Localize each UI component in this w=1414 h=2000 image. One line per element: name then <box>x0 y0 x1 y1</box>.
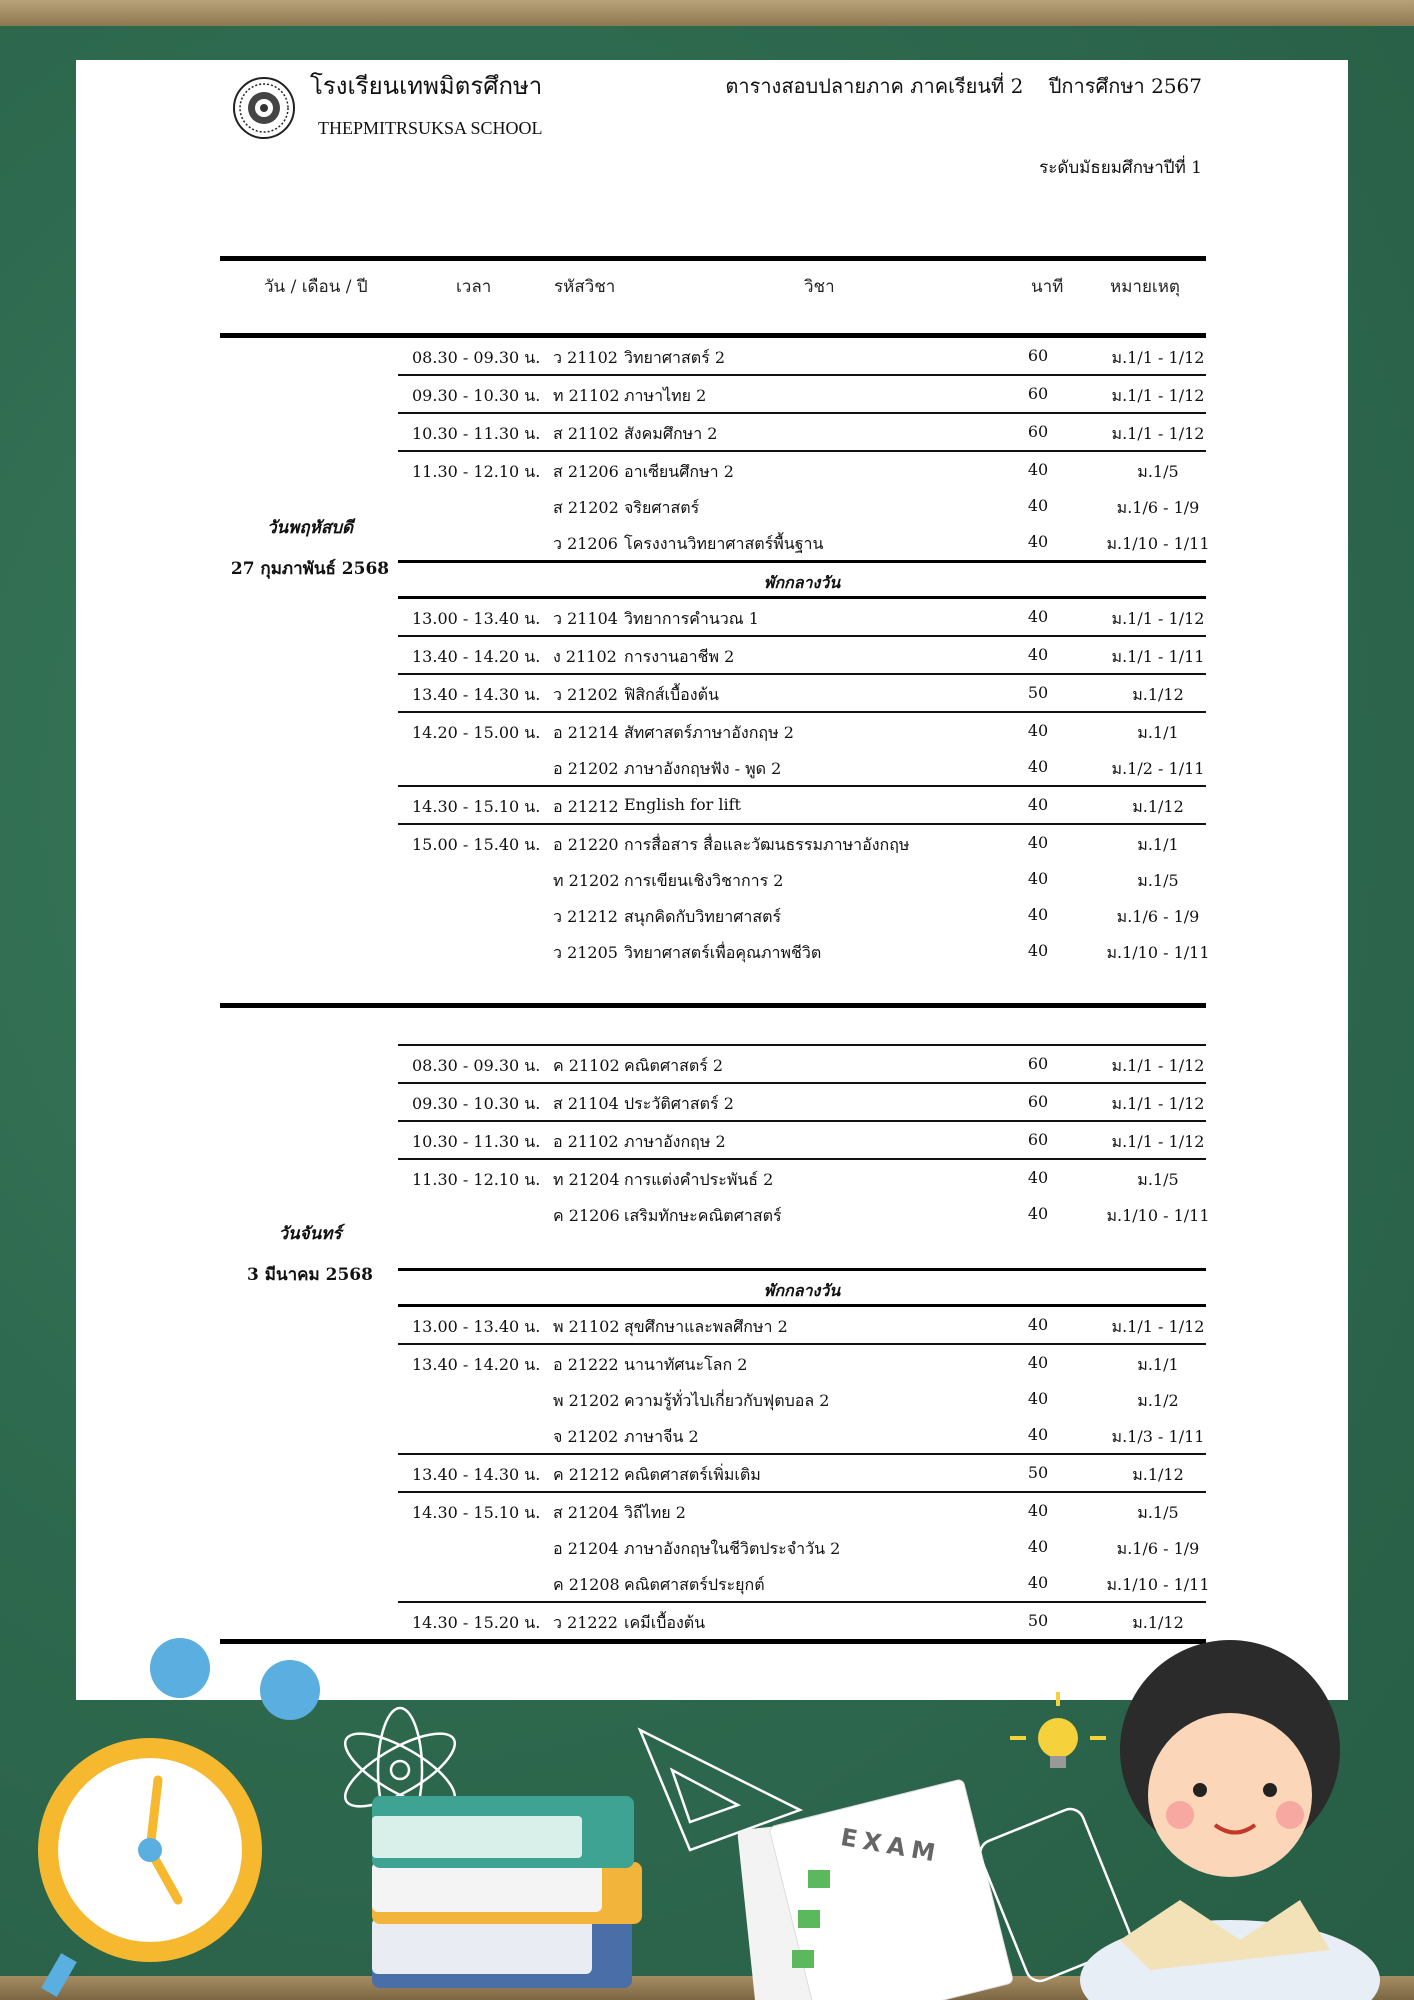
student-boy-icon <box>1080 1640 1380 2000</box>
exam-sheet-label: EXAM <box>838 1823 944 1869</box>
exam-time: 09.30 - 10.30 น. <box>412 386 541 405</box>
table-row <box>398 1381 1206 1417</box>
subject-name: คณิตศาสตร์เพิ่มเติม <box>624 1465 761 1484</box>
books-icon <box>372 1796 642 1988</box>
subject-name: การเขียนเชิงวิชาการ 2 <box>624 871 784 890</box>
duration-minutes: 40 <box>1027 833 1049 852</box>
table-row <box>398 374 1206 412</box>
subject-name: เสริมทักษะคณิตศาสตร์ <box>624 1206 782 1225</box>
duration-minutes: 40 <box>1027 1353 1049 1372</box>
class-note: ม.1/10 - 1/11 <box>1106 1575 1210 1594</box>
subject-code: ว 21222 <box>553 1613 618 1632</box>
exam-time: 11.30 - 12.10 น. <box>412 462 541 481</box>
subject-code: จ 21202 <box>553 1427 619 1446</box>
col-header-subject: วิชา <box>804 277 835 297</box>
class-note: ม.1/3 - 1/11 <box>1111 1427 1205 1446</box>
class-note: ม.1/12 <box>1132 685 1184 704</box>
subject-code: ว 21102 <box>553 348 618 367</box>
subject-name: การงานอาชีพ 2 <box>624 647 735 666</box>
subject-name: โครงงานวิทยาศาสตร์พื้นฐาน <box>624 534 824 553</box>
subject-name: สนุกคิดกับวิทยาศาสตร์ <box>624 907 782 926</box>
duration-minutes: 40 <box>1027 1573 1049 1592</box>
subject-name: วิทยาการคำนวณ 1 <box>624 609 759 628</box>
table-row <box>398 488 1206 524</box>
subject-code: ค 21206 <box>553 1206 620 1225</box>
day-spacer <box>220 1008 1206 1044</box>
exam-paper-icon <box>737 1779 1013 2000</box>
exam-time: 13.40 - 14.20 น. <box>412 1355 541 1374</box>
subject-code: ว 21104 <box>553 609 618 628</box>
duration-minutes: 40 <box>1027 460 1049 479</box>
lunch-break-row <box>398 1268 1206 1307</box>
duration-minutes: 40 <box>1027 607 1049 626</box>
day-date-label <box>220 514 400 582</box>
class-note: ม.1/5 <box>1137 1503 1179 1522</box>
subject-name: ภาษาอังกฤษในชีวิตประจำวัน 2 <box>624 1539 841 1558</box>
subject-name: การสื่อสาร สื่อและวัฒนธรรมภาษาอังกฤษ <box>624 835 910 854</box>
duration-minutes: 40 <box>1027 1425 1049 1444</box>
duration-minutes: 40 <box>1027 1168 1049 1187</box>
table-row <box>398 861 1206 897</box>
exam-illustration <box>0 1600 1414 2000</box>
subject-name: คณิตศาสตร์ประยุกต์ <box>624 1575 765 1594</box>
class-note: ม.1/12 <box>1132 1613 1184 1632</box>
subject-name: การแต่งคำประพันธ์ 2 <box>624 1170 774 1189</box>
empty-row <box>398 1232 1206 1268</box>
duration-minutes: 40 <box>1027 1501 1049 1520</box>
table-row <box>398 1158 1206 1196</box>
class-note: ม.1/1 - 1/11 <box>1111 647 1205 666</box>
class-note: ม.1/5 <box>1137 1170 1179 1189</box>
table-row <box>398 673 1206 711</box>
table-row <box>398 1120 1206 1158</box>
exam-time: 10.30 - 11.30 น. <box>412 424 541 443</box>
class-note: ม.1/1 - 1/12 <box>1111 1132 1205 1151</box>
duration-minutes: 50 <box>1027 683 1049 702</box>
subject-name: คณิตศาสตร์ 2 <box>624 1056 724 1075</box>
exam-time: 13.40 - 14.30 น. <box>412 1465 541 1484</box>
subject-name: English for lift <box>624 795 741 814</box>
class-note: ม.1/10 - 1/11 <box>1106 534 1210 553</box>
duration-minutes: 40 <box>1027 532 1049 551</box>
duration-minutes: 40 <box>1027 496 1049 515</box>
subject-name: วิถีไทย 2 <box>624 1503 686 1522</box>
duration-minutes: 40 <box>1027 1204 1049 1223</box>
subject-code: อ 21214 <box>553 723 619 742</box>
class-note: ม.1/2 - 1/11 <box>1111 759 1205 778</box>
exam-time: 13.00 - 13.40 น. <box>412 1317 541 1336</box>
table-row <box>398 1491 1206 1529</box>
table-row <box>398 1082 1206 1120</box>
table-row <box>398 823 1206 861</box>
subject-code: อ 21204 <box>553 1539 619 1558</box>
subject-code: ส 21204 <box>553 1503 619 1522</box>
subject-code: ว 21206 <box>553 534 618 553</box>
exam-date: 3 มีนาคม 2568 <box>247 1265 373 1285</box>
subject-name: ความรู้ทั่วไปเกี่ยวกับฟุตบอล 2 <box>624 1391 830 1410</box>
subject-name: ภาษาอังกฤษ 2 <box>624 1132 726 1151</box>
day-spacer <box>220 969 1206 1003</box>
subject-name: ภาษาจีน 2 <box>624 1427 699 1446</box>
class-note: ม.1/5 <box>1137 871 1179 890</box>
col-header-time: เวลา <box>456 277 492 297</box>
lunch-break-row <box>398 560 1206 599</box>
exam-time: 09.30 - 10.30 น. <box>412 1094 541 1113</box>
exam-time: 14.20 - 15.00 น. <box>412 723 541 742</box>
exam-schedule-table <box>220 256 1210 1644</box>
day-block <box>220 1044 1210 1639</box>
duration-minutes: 50 <box>1027 1611 1049 1630</box>
board-frame-top <box>0 0 1414 26</box>
class-note: ม.1/6 - 1/9 <box>1116 498 1200 517</box>
duration-minutes: 40 <box>1027 941 1049 960</box>
col-header-code: รหัสวิชา <box>554 277 616 297</box>
class-note: ม.1/12 <box>1132 797 1184 816</box>
table-row <box>398 635 1206 673</box>
table-row <box>398 599 1206 635</box>
subject-name: จริยศาสตร์ <box>624 498 700 517</box>
duration-minutes: 60 <box>1027 1092 1049 1111</box>
exam-time: 14.30 - 15.10 น. <box>412 797 541 816</box>
subject-name: ประวัติศาสตร์ 2 <box>624 1094 734 1113</box>
exam-time: 13.40 - 14.30 น. <box>412 685 541 704</box>
subject-code: ท 21202 <box>553 871 620 890</box>
table-row <box>398 524 1210 560</box>
weekday-name: วันพฤหัสบดี <box>266 518 354 538</box>
duration-minutes: 50 <box>1027 1463 1049 1482</box>
table-row <box>398 1417 1206 1453</box>
duration-minutes: 40 <box>1027 1315 1049 1334</box>
table-row <box>398 1529 1206 1565</box>
subject-code: ค 21212 <box>553 1465 620 1484</box>
class-note: ม.1/6 - 1/9 <box>1116 1539 1200 1558</box>
lunch-break-label: พักกลางวัน <box>763 573 841 592</box>
exam-time: 13.40 - 14.20 น. <box>412 647 541 666</box>
duration-minutes: 40 <box>1027 1537 1049 1556</box>
alarm-clock-icon <box>38 1638 320 1997</box>
subject-code: ว 21205 <box>553 943 618 962</box>
subject-code: ส 21202 <box>553 498 619 517</box>
table-row <box>398 1453 1206 1491</box>
table-row <box>398 450 1206 488</box>
duration-minutes: 60 <box>1027 384 1049 403</box>
subject-name: อาเซียนศึกษา 2 <box>624 462 734 481</box>
lunch-break-label: พักกลางวัน <box>763 1281 841 1300</box>
exam-time: 15.00 - 15.40 น. <box>412 835 541 854</box>
subject-name: วิทยาศาสตร์เพื่อคุณภาพชีวิต <box>624 943 822 962</box>
subject-name: สังคมศึกษา 2 <box>624 424 718 443</box>
class-note: ม.1/2 <box>1137 1391 1179 1410</box>
subject-code: ท 21204 <box>553 1170 620 1189</box>
subject-code: ท 21102 <box>553 386 620 405</box>
table-row <box>398 1044 1206 1082</box>
class-note: ม.1/10 - 1/11 <box>1106 1206 1210 1225</box>
class-note: ม.1/1 - 1/12 <box>1111 1094 1205 1113</box>
exam-time: 10.30 - 11.30 น. <box>412 1132 541 1151</box>
table-row <box>398 785 1206 823</box>
class-note: ม.1/1 - 1/12 <box>1111 609 1205 628</box>
subject-code: ส 21104 <box>553 1094 619 1113</box>
class-note: ม.1/1 - 1/12 <box>1111 424 1205 443</box>
subject-name: สุขศึกษาและพลศึกษา 2 <box>624 1317 788 1336</box>
day-date-label <box>220 1220 400 1288</box>
school-name-thai: โรงเรียนเทพมิตรศึกษา <box>310 72 543 100</box>
duration-minutes: 40 <box>1027 795 1049 814</box>
duration-minutes: 60 <box>1027 1130 1049 1149</box>
col-header-note: หมายเหตุ <box>1110 277 1180 297</box>
duration-minutes: 40 <box>1027 645 1049 664</box>
duration-minutes: 40 <box>1027 721 1049 740</box>
class-note: ม.1/1 - 1/12 <box>1111 1056 1205 1075</box>
table-row <box>398 749 1206 785</box>
duration-minutes: 40 <box>1027 869 1049 888</box>
col-header-minutes: นาที <box>1031 277 1064 297</box>
table-row <box>398 897 1206 933</box>
subject-code: ง 21102 <box>553 647 617 666</box>
subject-code: อ 21220 <box>553 835 619 854</box>
exam-date: 27 กุมภาพันธ์ 2568 <box>230 559 390 579</box>
table-row <box>398 1565 1210 1601</box>
exam-time: 14.30 - 15.20 น. <box>412 1613 541 1632</box>
exam-time: 08.30 - 09.30 น. <box>412 1056 541 1075</box>
duration-minutes: 40 <box>1027 757 1049 776</box>
school-logo-icon <box>232 76 296 140</box>
class-note: ม.1/1 - 1/12 <box>1111 1317 1205 1336</box>
duration-minutes: 60 <box>1027 422 1049 441</box>
table-row <box>398 1343 1206 1381</box>
table-row <box>398 1196 1210 1232</box>
class-note: ม.1/1 - 1/12 <box>1111 348 1205 367</box>
class-note: ม.1/1 <box>1137 1355 1179 1374</box>
class-note: ม.1/5 <box>1137 462 1179 481</box>
subject-name: ฟิสิกส์เบื้องต้น <box>624 685 719 704</box>
class-note: ม.1/6 - 1/9 <box>1116 907 1200 926</box>
subject-name: สัทศาสตร์ภาษาอังกฤษ 2 <box>624 723 794 742</box>
col-header-date: วัน / เดือน / ปี <box>264 277 368 297</box>
duration-minutes: 60 <box>1027 1054 1049 1073</box>
subject-code: ค 21208 <box>553 1575 620 1594</box>
subject-code: ส 21206 <box>553 462 619 481</box>
subject-name: ภาษาไทย 2 <box>624 386 707 405</box>
subject-code: ส 21102 <box>553 424 619 443</box>
school-name-english: THEPMITRSUKSA SCHOOL <box>318 118 543 138</box>
class-note: ม.1/12 <box>1132 1465 1184 1484</box>
table-row <box>398 1307 1206 1343</box>
class-note: ม.1/1 - 1/12 <box>1111 386 1205 405</box>
exam-title: ตารางสอบปลายภาค ภาคเรียนที่ 2 ปีการศึกษา 2567 <box>725 74 1202 98</box>
exam-time: 11.30 - 12.10 น. <box>412 1170 541 1189</box>
subject-name: วิทยาศาสตร์ 2 <box>624 348 726 367</box>
exam-time: 14.30 - 15.10 น. <box>412 1503 541 1522</box>
subject-name: นานาทัศนะโลก 2 <box>624 1355 748 1374</box>
class-note: ม.1/1 <box>1137 835 1179 854</box>
weekday-name: วันจันทร์ <box>278 1224 342 1244</box>
subject-code: อ 21212 <box>553 797 619 816</box>
duration-minutes: 60 <box>1027 346 1049 365</box>
table-row <box>398 933 1210 969</box>
subject-name: ภาษาอังกฤษฟัง - พูด 2 <box>624 759 782 778</box>
subject-code: อ 21222 <box>553 1355 619 1374</box>
day-block <box>220 338 1210 969</box>
subject-code: อ 21102 <box>553 1132 619 1151</box>
day-blocks <box>220 338 1210 1644</box>
table-row <box>398 711 1206 749</box>
subject-code: พ 21102 <box>553 1317 620 1336</box>
subject-code: ว 21212 <box>553 907 618 926</box>
subject-code: อ 21202 <box>553 759 619 778</box>
grade-level: ระดับมัธยมศึกษาปีที่ 1 <box>1039 158 1202 178</box>
subject-code: พ 21202 <box>553 1391 620 1410</box>
subject-code: ว 21202 <box>553 685 618 704</box>
table-header-row <box>220 256 1206 333</box>
subject-name: เคมีเบื้องต้น <box>624 1613 706 1632</box>
table-row <box>398 338 1206 374</box>
class-note: ม.1/1 <box>1137 723 1179 742</box>
exam-time: 13.00 - 13.40 น. <box>412 609 541 628</box>
class-note: ม.1/10 - 1/11 <box>1106 943 1210 962</box>
table-row <box>398 412 1206 450</box>
lightbulb-icon <box>1010 1692 1106 1768</box>
exam-time: 08.30 - 09.30 น. <box>412 348 541 367</box>
duration-minutes: 40 <box>1027 905 1049 924</box>
duration-minutes: 40 <box>1027 1389 1049 1408</box>
subject-code: ค 21102 <box>553 1056 620 1075</box>
